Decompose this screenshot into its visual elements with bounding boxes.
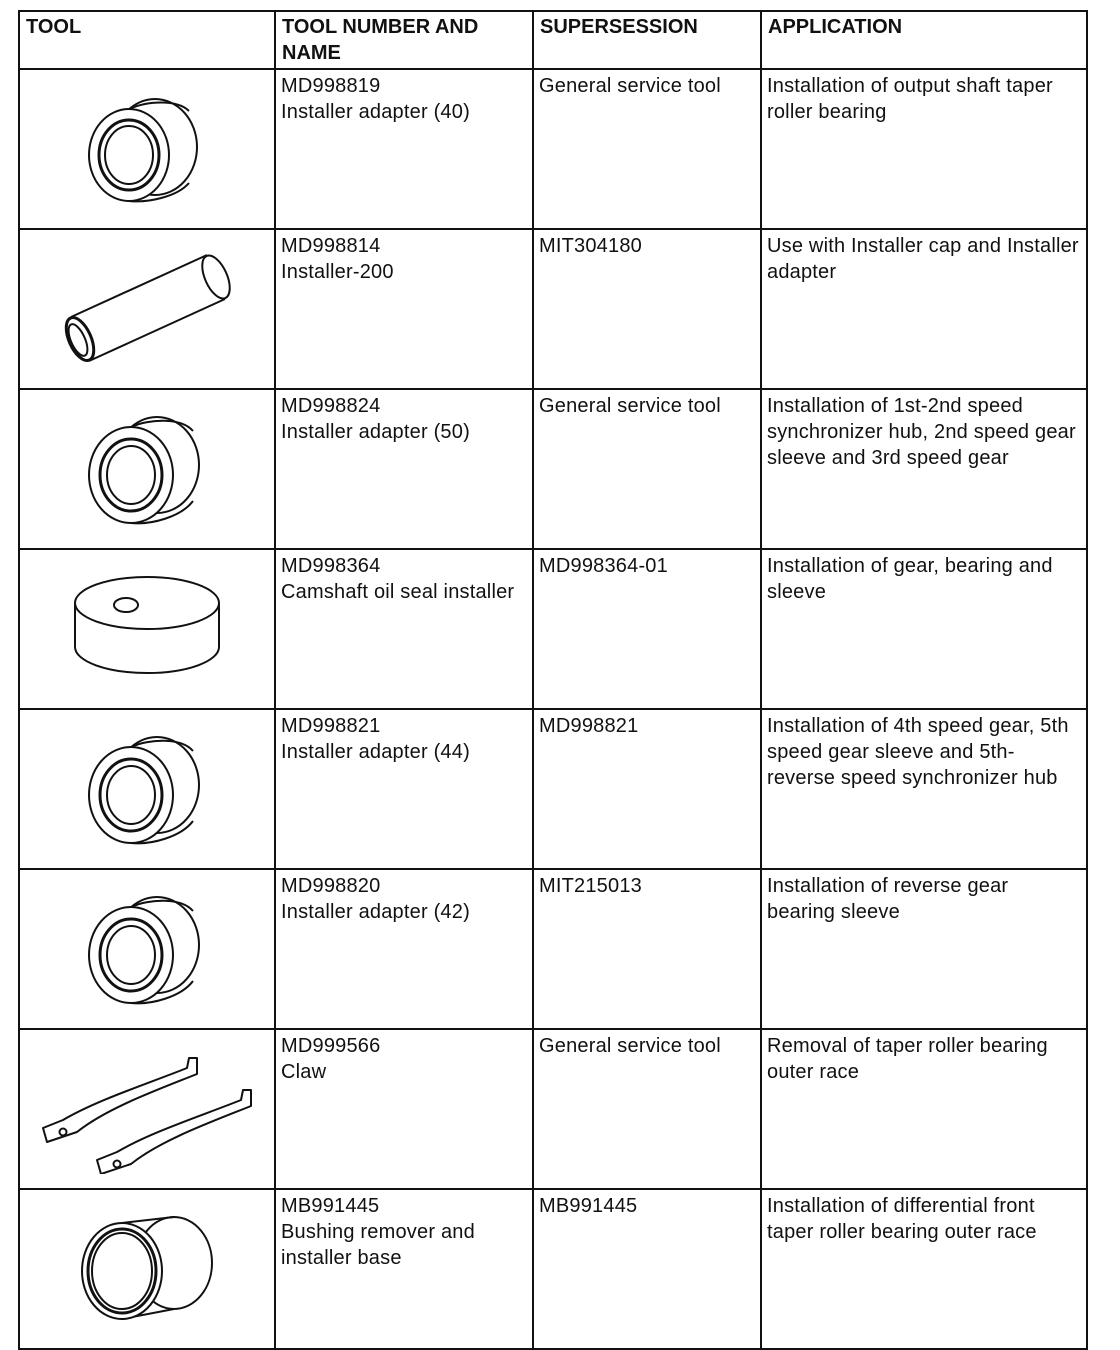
- supersession-cell: MIT304180: [533, 229, 761, 389]
- tool-number-name-cell: [275, 69, 533, 229]
- application-cell: Installation of 4th speed gear, 5th speed gear sleeve and 5th-reverse speed synchronizer hub: [761, 709, 1087, 869]
- application-cell: Installation of reverse gear bearing sleeve: [761, 869, 1087, 1029]
- application-cell: Use with Installer cap and Installer adapter: [761, 229, 1087, 389]
- tool-number: MD998819: [281, 75, 381, 97]
- tool-number: MD999566: [281, 1035, 381, 1057]
- tool-illustration-cell: [19, 1189, 275, 1349]
- application-cell: Installation of output shaft taper roller bearing: [761, 69, 1087, 229]
- tool-number-name-cell: [275, 549, 533, 709]
- installer-tube-icon: [47, 249, 247, 369]
- tool-illustration-cell: [19, 1029, 275, 1189]
- bushing-base-icon: [72, 1209, 222, 1329]
- table-row: [19, 69, 1087, 229]
- header-application: APPLICATION: [761, 11, 1087, 69]
- tool-number-name-cell: [275, 1189, 533, 1349]
- application-cell: Installation of gear, bearing and sleeve: [761, 549, 1087, 709]
- table-row: [19, 1029, 1087, 1189]
- tool-number-name-cell: [275, 709, 533, 869]
- application-cell: Installation of differential front taper roller bearing outer race: [761, 1189, 1087, 1349]
- header-tool-number-and-name: TOOL NUMBER AND NAME: [275, 11, 533, 69]
- tool-illustration-cell: [19, 869, 275, 1029]
- application-cell: Installation of 1st-2nd speed synchronizer hub, 2nd speed gear sleeve and 3rd speed gear: [761, 389, 1087, 549]
- supersession-cell: General service tool: [533, 1029, 761, 1189]
- tool-number-name-cell: [275, 389, 533, 549]
- table-row: [19, 709, 1087, 869]
- table-row: [19, 389, 1087, 549]
- adapter-ring-icon: [77, 889, 217, 1009]
- seal-installer-disc-icon: [62, 569, 232, 689]
- tool-number-name-cell: [275, 229, 533, 389]
- tool-illustration-cell: [19, 709, 275, 869]
- tool-name: Claw: [281, 1061, 327, 1083]
- table-row: [19, 229, 1087, 389]
- adapter-ring-icon: [77, 729, 217, 849]
- table-row: [19, 869, 1087, 1029]
- tool-illustration-cell: [19, 389, 275, 549]
- tool-number: MD998824: [281, 395, 381, 417]
- tool-name: Installer adapter (42): [281, 901, 470, 923]
- tool-number: MD998364: [281, 555, 381, 577]
- tool-name: Installer adapter (44): [281, 741, 470, 763]
- supersession-cell: MD998821: [533, 709, 761, 869]
- claw-pair-icon: [37, 1044, 257, 1174]
- header-supersession: SUPERSESSION: [533, 11, 761, 69]
- header-tool: TOOL: [19, 11, 275, 69]
- tool-illustration-cell: [19, 549, 275, 709]
- supersession-cell: General service tool: [533, 389, 761, 549]
- tool-number-name-cell: [275, 869, 533, 1029]
- table-row: [19, 549, 1087, 709]
- supersession-cell: MD998364-01: [533, 549, 761, 709]
- tool-number-name-cell: [275, 1029, 533, 1189]
- tool-illustration-cell: [19, 229, 275, 389]
- tool-number: MD998820: [281, 875, 381, 897]
- tool-name: Installer-200: [281, 261, 394, 283]
- tool-illustration-cell: [19, 69, 275, 229]
- special-tools-table: [18, 10, 1088, 1350]
- supersession-cell: General service tool: [533, 69, 761, 229]
- tool-name: Camshaft oil seal installer: [281, 581, 515, 603]
- supersession-cell: MB991445: [533, 1189, 761, 1349]
- adapter-ring-icon: [77, 409, 217, 529]
- header-row: [19, 11, 1087, 69]
- tool-name: Installer adapter (50): [281, 421, 470, 443]
- adapter-ring-icon: [77, 89, 217, 209]
- application-cell: Removal of taper roller bearing outer race: [761, 1029, 1087, 1189]
- tool-number: MD998814: [281, 235, 381, 257]
- tool-name: Installer adapter (40): [281, 101, 470, 123]
- tool-name: Bushing remover and installer base: [281, 1221, 475, 1269]
- table-row: [19, 1189, 1087, 1349]
- supersession-cell: MIT215013: [533, 869, 761, 1029]
- tool-number: MD998821: [281, 715, 381, 737]
- tool-number: MB991445: [281, 1195, 380, 1217]
